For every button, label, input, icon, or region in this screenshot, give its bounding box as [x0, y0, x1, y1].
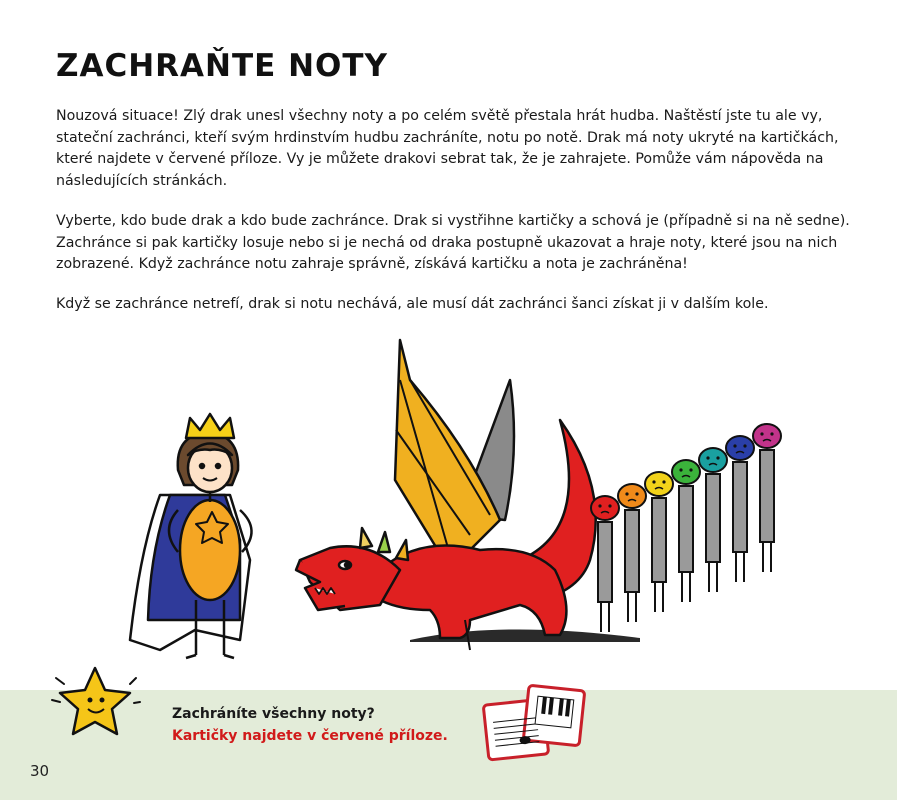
note-person [753, 424, 781, 572]
page-number: 30 [30, 762, 50, 780]
page-title: ZACHRAŇTE NOTY [56, 48, 388, 84]
footer-answer: Kartičky najdete v červené příloze. [172, 728, 448, 744]
note-person [645, 472, 673, 612]
dragon-scene-illustration [0, 320, 897, 690]
note-person [726, 436, 754, 582]
paragraph-rules: Vyberte, kdo bude drak a kdo bude zachránce. Drak si vystřihne kartičky a schová je (případně si na ně sedne). Zachránce si pak kartičky losuje nebo si je nechá od draka postupně ukazovat a hraje noty, které jsou na nich zobrazené. Když zachránce notu zahraje správně, získává kartičku a nota je zachráněna! [56, 213, 850, 272]
cards-icon [478, 680, 588, 762]
note-person [699, 448, 727, 592]
paragraph-miss: Když se zachránce netrefí, drak si notu nechává, ale musí dát zachránci šanci získat ji v dalším kole. [56, 296, 769, 312]
note-person [618, 484, 646, 622]
note-people-icon [591, 424, 781, 632]
paragraph-intro: Nouzová situace! Zlý drak unesl všechny noty a po celém světě přestala hrát hudba. Naštěstí jste tu ale vy, stateční zachránci, kteří svým hrdinstvím hudbu zachráníte, notu po notě. Drak má noty ukryté na kartičkách, které najdete v červené příloze. Vy je můžete drakovi sebrat tak, že je zahrajete. Pomůže vám nápověda na následujících stránkách. [56, 108, 839, 189]
note-person [591, 496, 619, 632]
dragon-icon [296, 340, 596, 650]
note-person [672, 460, 700, 602]
king-icon [130, 414, 252, 658]
star-icon [50, 660, 145, 740]
footer-question: Zachráníte všechny noty? [172, 706, 375, 722]
